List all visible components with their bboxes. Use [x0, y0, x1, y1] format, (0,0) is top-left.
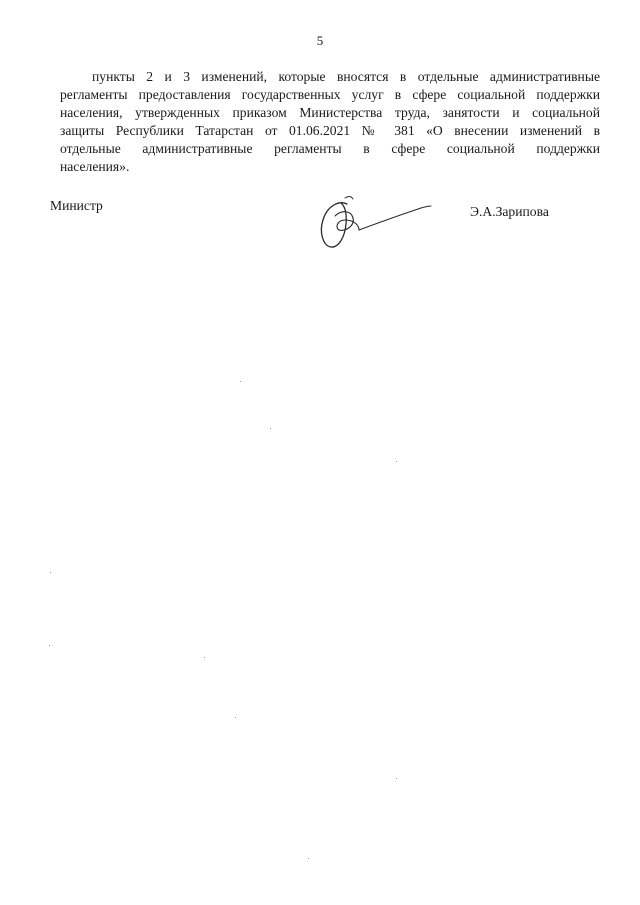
body-line: регламенты предоставления государственных услуг в сфере социальной поддержки	[60, 87, 600, 102]
scan-speck	[270, 428, 271, 429]
handwritten-signature	[315, 190, 435, 252]
scan-speck	[240, 381, 241, 382]
page-number: 5	[316, 33, 324, 48]
body-line: отдельные административные регламенты в сфере социальной поддержки	[60, 141, 600, 156]
body-line: пункты 2 и 3 изменений, которые вносятся в отдельные административные	[92, 69, 600, 84]
scan-speck	[204, 657, 205, 658]
body-line: населения».	[60, 159, 130, 174]
body-line: защиты Республики Татарстан от 01.06.2021 № 381 «О внесении изменений в	[60, 123, 600, 138]
scan-speck	[50, 572, 51, 573]
scan-speck	[235, 717, 236, 718]
scan-speck	[308, 858, 309, 859]
scan-speck	[396, 778, 397, 779]
body-paragraph	[60, 68, 600, 176]
scan-speck	[49, 645, 50, 646]
body-line: населения, утвержденных приказом Министерства труда, занятости и социальной	[60, 105, 600, 120]
signatory-name: Э.А.Зарипова	[470, 204, 549, 219]
signatory-title: Министр	[50, 198, 103, 213]
scan-speck	[396, 461, 397, 462]
